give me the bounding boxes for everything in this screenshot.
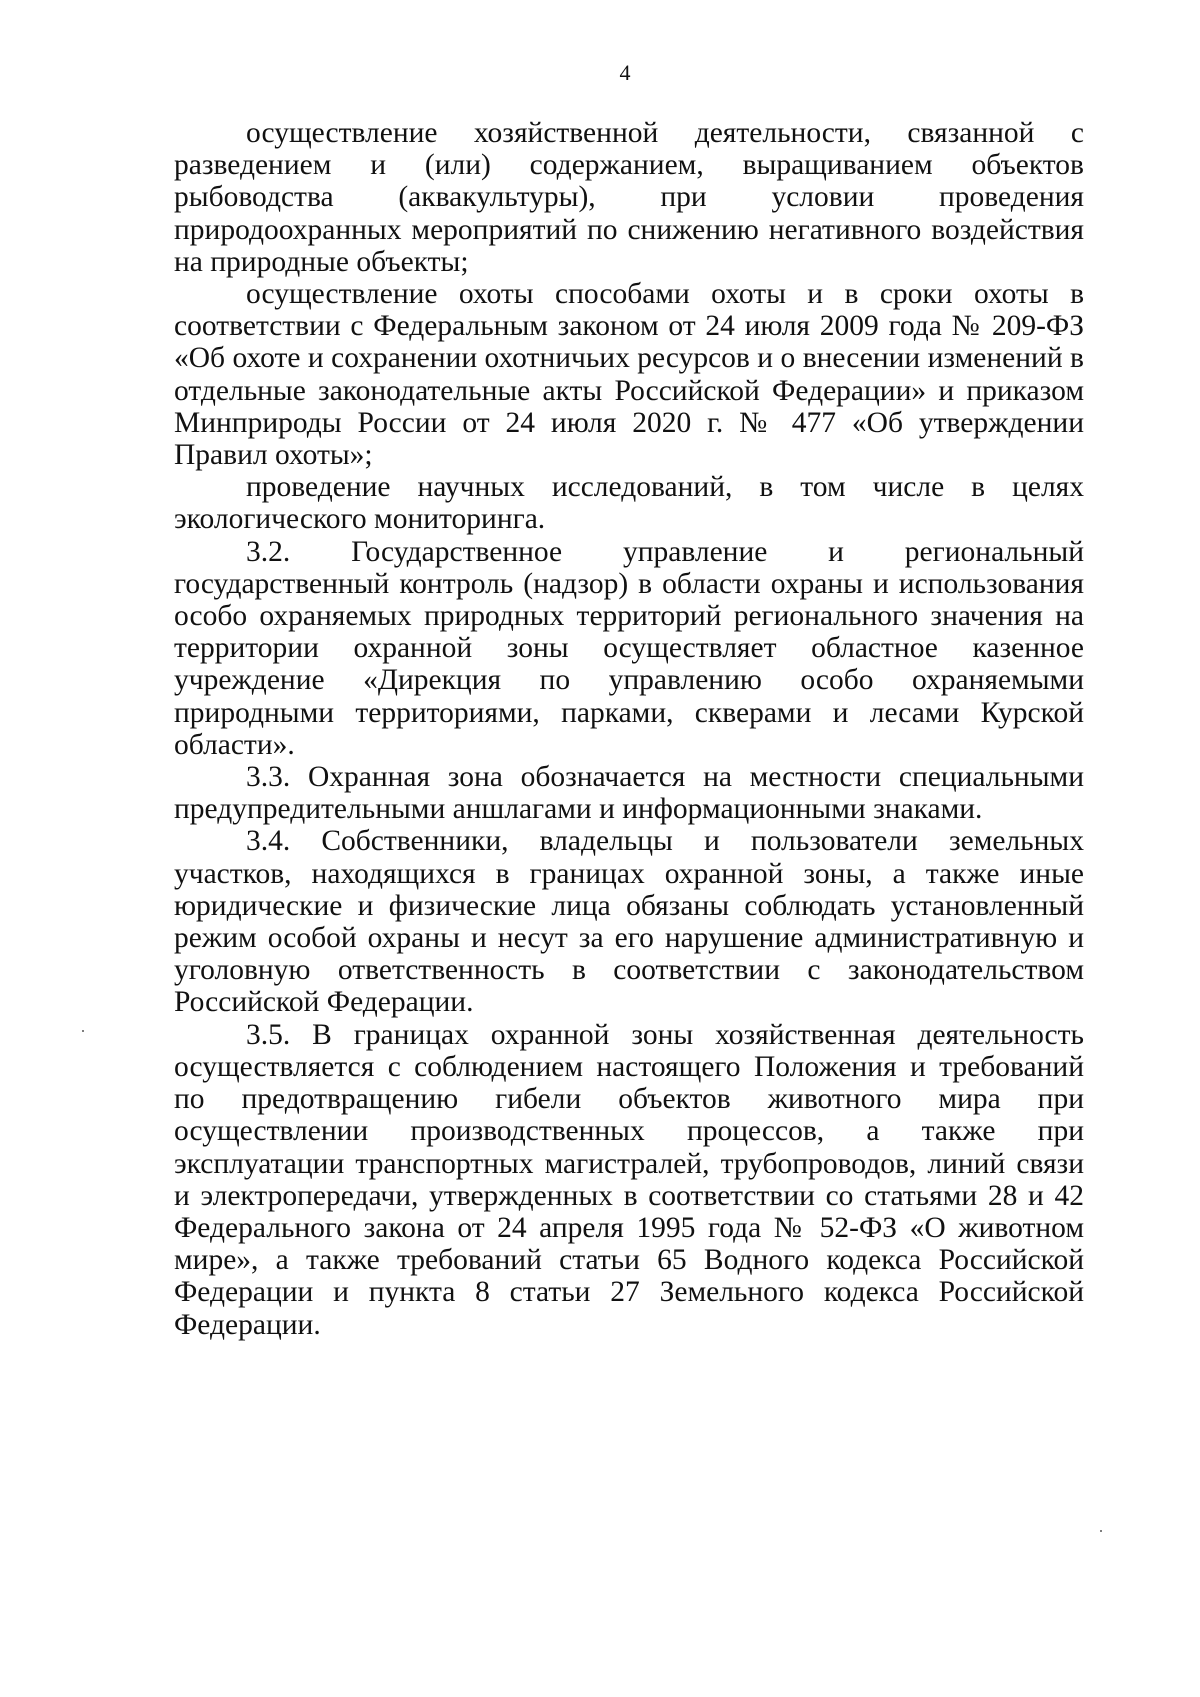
paragraph-3-4: 3.4. Собственники, владельцы и пользователи земельных участков, находящихся в границах охранной зоны, а также иные юридические и физические лица обязаны соблюдать установленный режим особой охраны и несут за его нарушение административную и уголовную ответственность в соответствии с законодательством Российской Федерации. [174,825,1084,1019]
paragraph-3-3: 3.3. Охранная зона обозначается на местности специальными предупредительными аншлагами и информационными знаками. [174,761,1084,826]
paragraph-3-2: 3.2. Государственное управление и региональный государственный контроль (надзор) в области охраны и использования особо охраняемых природных территорий регионального значения на территории охранной зоны осуществляет областное казенное учреждение «Дирекция по управлению особо охраняемыми природными территориями, парками, скверами и лесами Курской области». [174,535,1084,761]
paragraph-hunting: осуществление охоты способами охоты и в сроки охоты в соответствии с Федеральным законом от 24 июля 2009 года № 209-ФЗ «Об охоте и сохранении охотничьих ресурсов и о внесении изменений в отдельные законодательные акты Российской Федерации» и приказом Минприроды России от 24 июля 2020 г. № 477 «Об утверждении Правил охоты»; [174,278,1084,472]
scan-speck [82,1030,84,1032]
document-body [174,117,1084,1341]
paragraph-3-5: 3.5. В границах охранной зоны хозяйственная деятельность осуществляется с соблюдением настоящего Положения и требований по предотвращению гибели объектов животного мира при осуществлении производственных процессов, а также при эксплуатации транспортных магистралей, трубопроводов, линий связи и электропередачи, утвержденных в соответствии со статьями 28 и 42 Федерального закона от 24 апреля 1995 года № 52-ФЗ «О животном мире», а также требований статьи 65 Водного кодекса Российской Федерации и пункта 8 статьи 27 Земельного кодекса Российской Федерации. [174,1018,1084,1341]
paragraph-aquaculture: осуществление хозяйственной деятельности, связанной с разведением и (или) содержанием, выращиванием объектов рыбоводства (аквакультуры), при условии проведения природоохранных мероприятий по снижению негативного воздействия на природные объекты; [174,117,1084,278]
page-number: 4 [619,60,631,85]
scan-speck [1100,1530,1102,1532]
paragraph-research: проведение научных исследований, в том числе в целях экологического мониторинга. [174,471,1084,536]
